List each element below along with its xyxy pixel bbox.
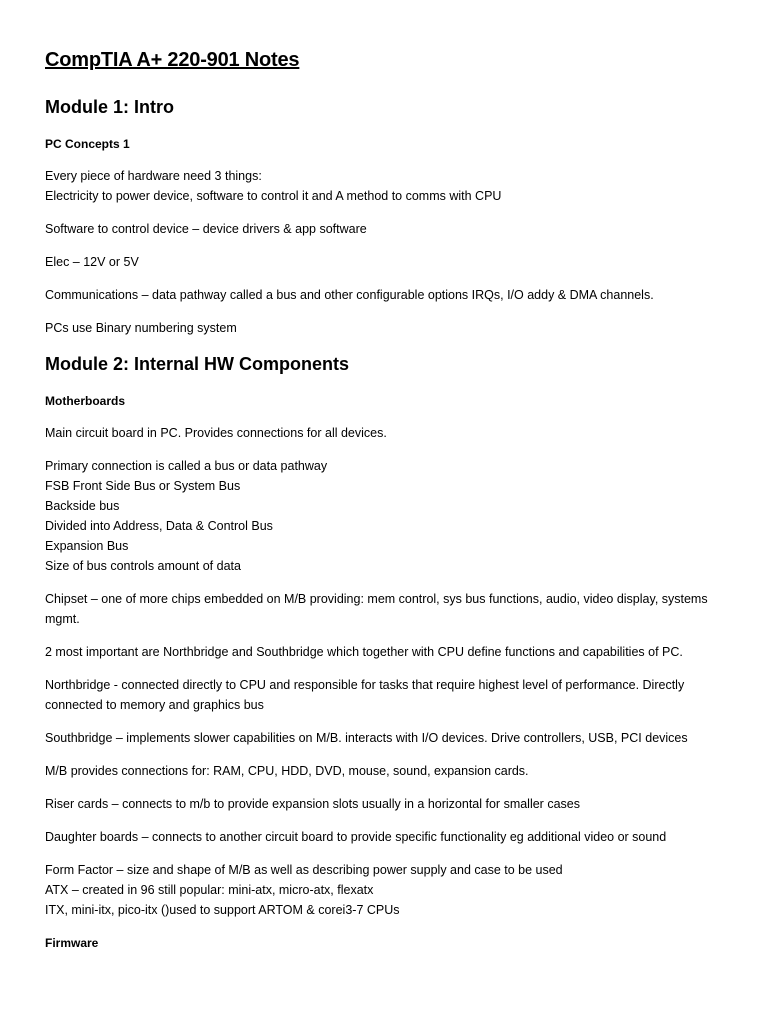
module-1-heading: Module 1: Intro [45,97,174,117]
section-heading-motherboards: Motherboards [45,394,126,408]
text-line: ITX, mini-itx, pico-itx ()used to support ARTOM & corei3-7 CPUs [45,903,400,917]
text-line: Software to control device – device drivers & app software [45,222,367,236]
paragraph [45,252,728,272]
text-line: Form Factor – size and shape of M/B as well as describing power supply and case to be used [45,863,563,877]
text-line: Divided into Address, Data & Control Bus [45,519,273,533]
paragraph [45,675,728,715]
text-line: Size of bus controls amount of data [45,559,241,573]
paragraph [45,827,728,847]
text-line: Communications – data pathway called a bus and other configurable options IRQs, I/O addy & DMA channels. [45,288,654,302]
text-line: Expansion Bus [45,539,129,553]
text-line: PCs use Binary numbering system [45,321,237,335]
section-heading-pc-concepts: PC Concepts 1 [45,137,130,151]
text-line: Primary connection is called a bus or data pathway [45,459,328,473]
paragraph [45,318,728,338]
text-line: Electricity to power device, software to control it and A method to comms with CPU [45,189,502,203]
text-line: Riser cards – connects to m/b to provide expansion slots usually in a horizontal for smaller cases [45,797,580,811]
paragraph [45,166,728,206]
text-line: FSB Front Side Bus or System Bus [45,479,241,493]
paragraph [45,860,728,920]
paragraph [45,761,728,781]
text-line: Elec – 12V or 5V [45,255,139,269]
text-line: mgmt. [45,612,80,626]
paragraph [45,589,728,629]
text-line: Chipset – one of more chips embedded on M/B providing: mem control, sys bus functions, audio, video display, systems [45,592,708,606]
text-line: Daughter boards – connects to another circuit board to provide specific functionality eg additional video or sound [45,830,667,844]
text-line: Every piece of hardware need 3 things: [45,169,262,183]
module-2-heading: Module 2: Internal HW Components [45,354,349,374]
document-title: CompTIA A+ 220-901 Notes [45,49,300,71]
section-heading-firmware: Firmware [45,936,99,950]
module-2-body [45,423,728,920]
paragraph [45,456,728,576]
paragraph [45,794,728,814]
text-line: 2 most important are Northbridge and Southbridge which together with CPU define functions and capabilities of PC. [45,645,683,659]
text-line: Main circuit board in PC. Provides connections for all devices. [45,426,387,440]
paragraph [45,642,728,662]
paragraph [45,423,728,443]
text-line: Southbridge – implements slower capabilities on M/B. interacts with I/O devices. Drive controllers, USB, PCI devices [45,731,688,745]
paragraph [45,219,728,239]
text-line: Northbridge - connected directly to CPU and responsible for tasks that require highest level of performance. Directly [45,678,685,692]
module-1-body [45,166,728,338]
text-line: ATX – created in 96 still popular: mini-atx, micro-atx, flexatx [45,883,374,897]
paragraph [45,728,728,748]
text-line: connected to memory and graphics bus [45,698,264,712]
text-line: Backside bus [45,499,120,513]
paragraph [45,285,728,305]
text-line: M/B provides connections for: RAM, CPU, HDD, DVD, mouse, sound, expansion cards. [45,764,529,778]
